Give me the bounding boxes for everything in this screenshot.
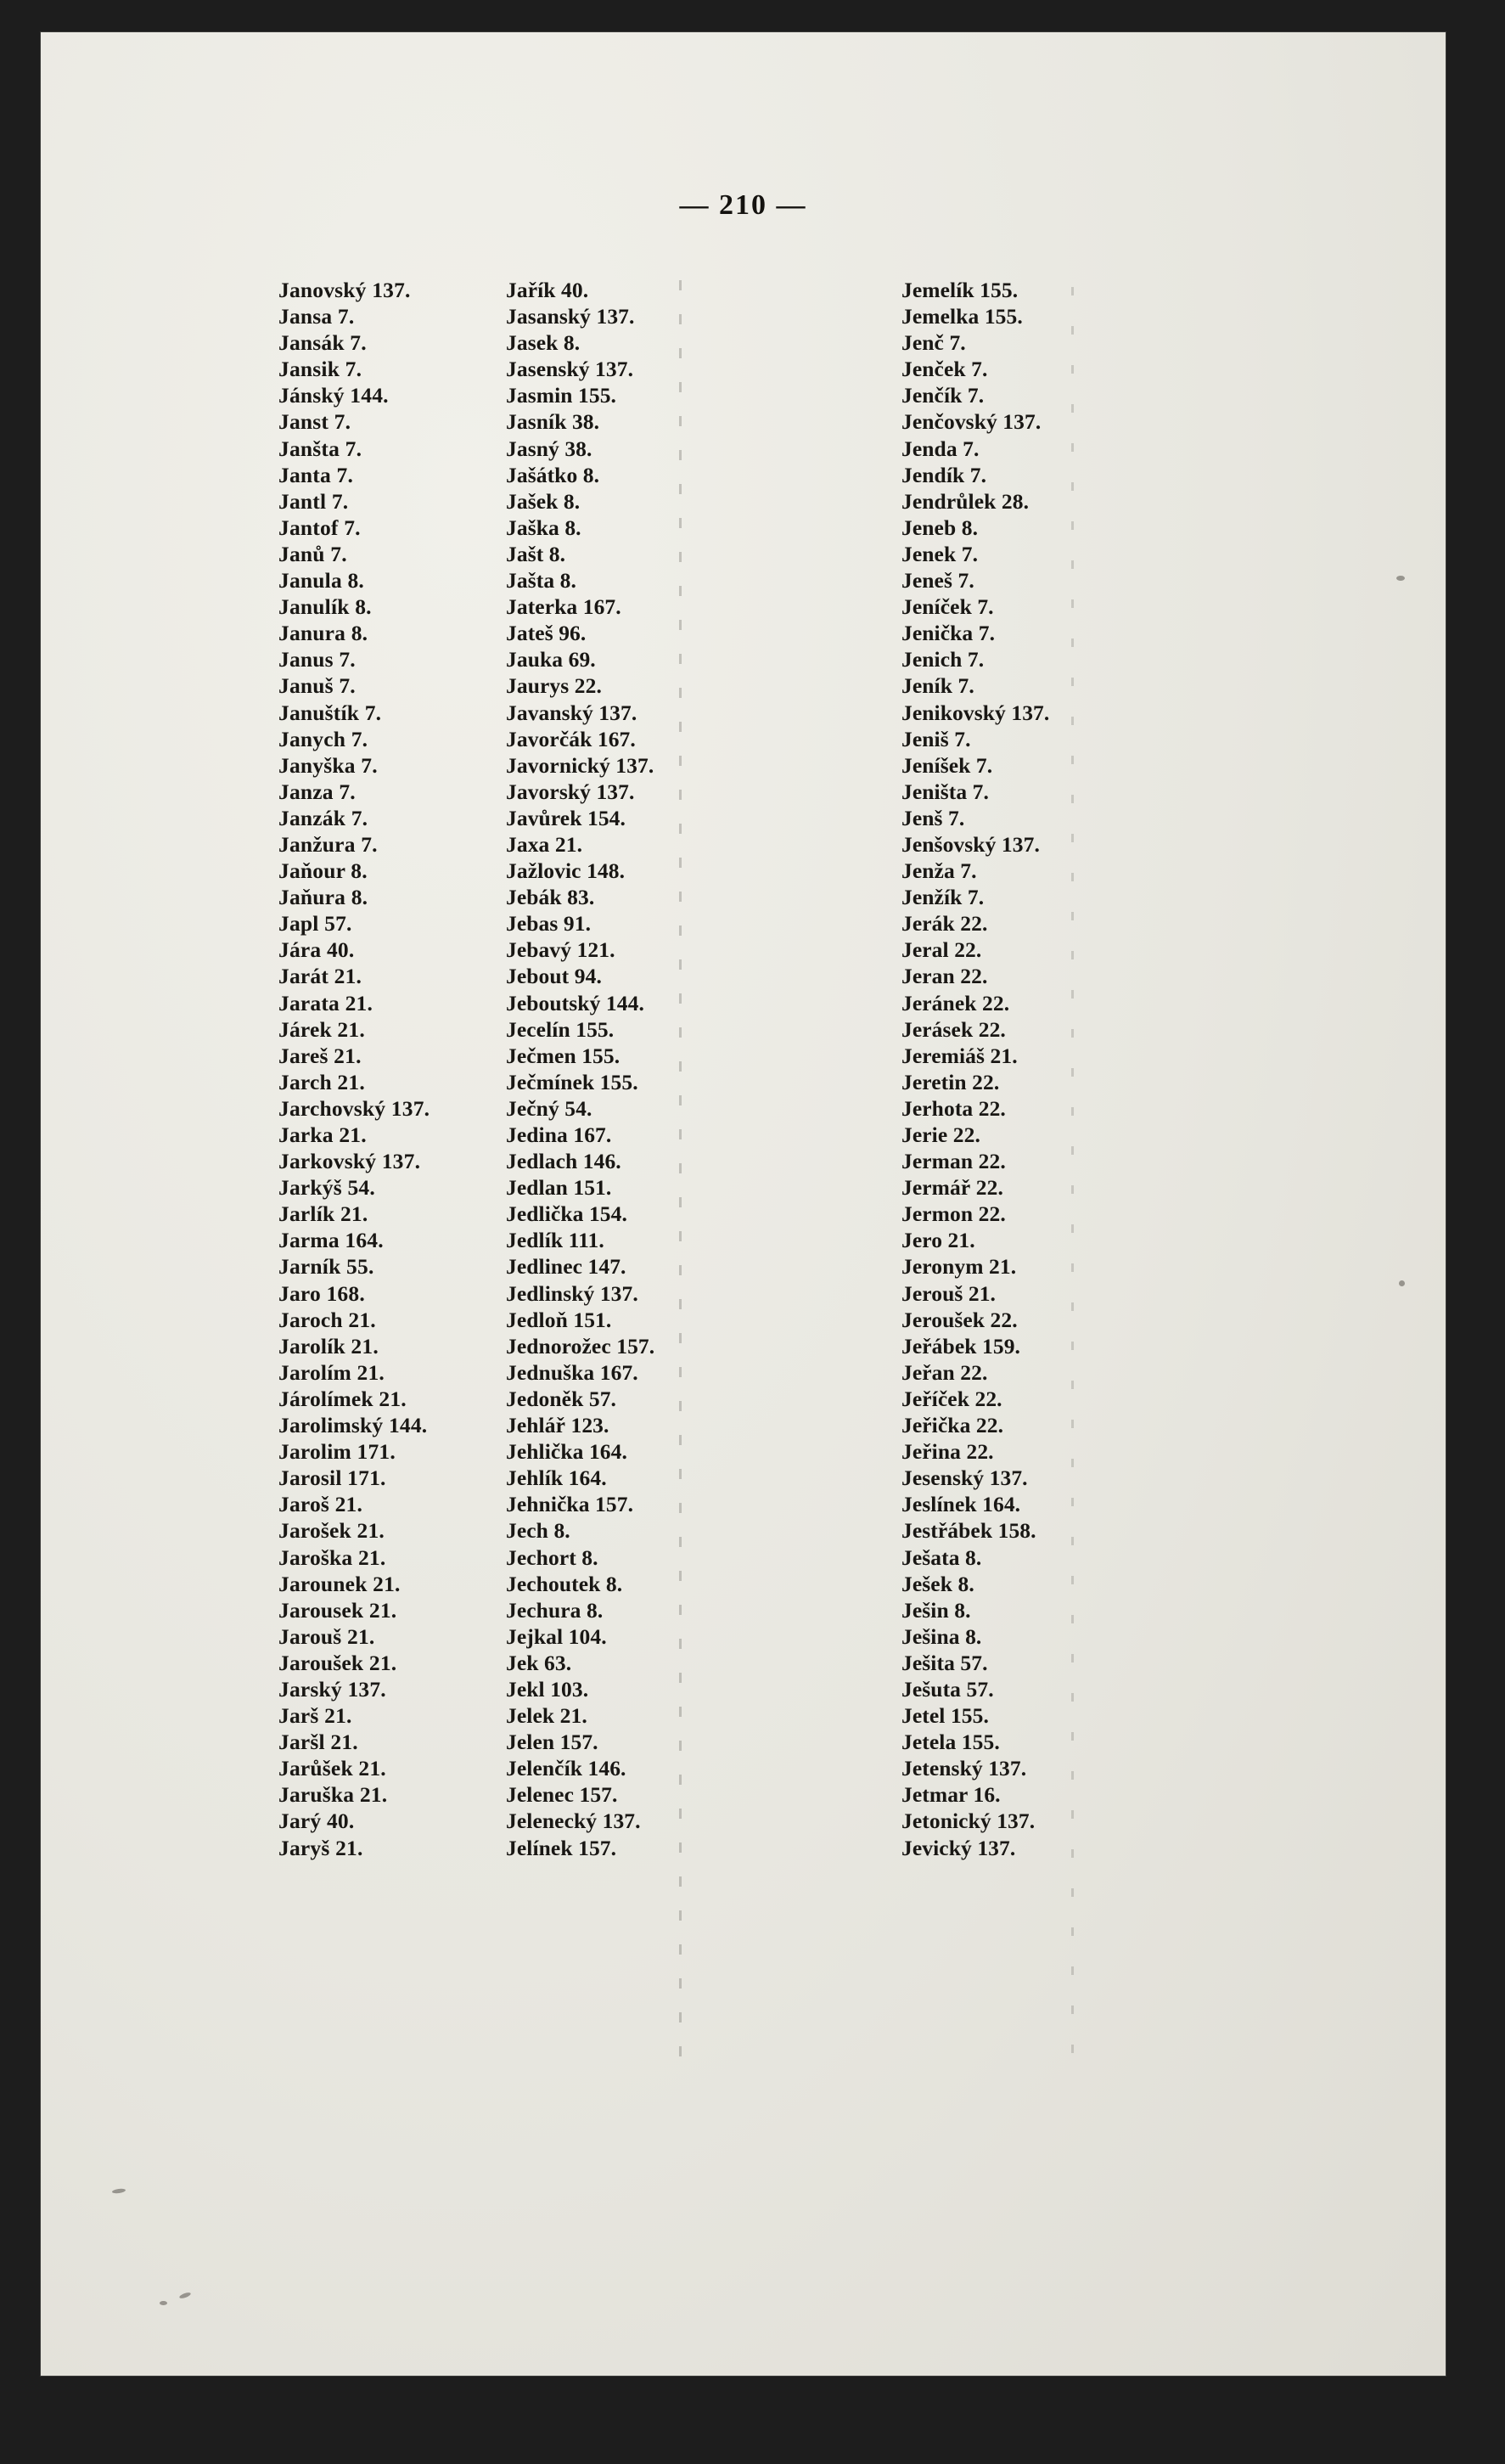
index-entry: Jednuška 167. — [506, 1359, 638, 1385]
scan-artifact — [112, 2188, 126, 2194]
index-entry: Jasný 38. — [506, 436, 592, 461]
index-entry: Jeništa 7. — [901, 779, 989, 804]
index-entry: Jára 40. — [278, 937, 355, 963]
index-entry: Jerman 22. — [901, 1149, 1006, 1174]
page-number: — 210 — — [679, 189, 807, 221]
scan-artifact — [179, 2292, 192, 2299]
index-entry: Jasník 38. — [506, 409, 600, 435]
index-entry: Jarosil 171. — [278, 1465, 386, 1491]
index-entry: Jaňura 8. — [278, 885, 368, 910]
index-entry: Jechort 8. — [506, 1544, 598, 1570]
index-entry: Janura 8. — [278, 621, 368, 646]
index-entry: Jelenecký 137. — [506, 1809, 641, 1834]
index-entry: Ješuta 57. — [901, 1676, 994, 1702]
index-entry: Jermon 22. — [901, 1201, 1006, 1227]
index-entry: Jantof 7. — [278, 515, 361, 540]
index-column-3 — [856, 277, 1255, 1861]
index-entry: Jasenský 137. — [506, 357, 634, 382]
index-entry: Jevický 137. — [901, 1835, 1016, 1860]
index-entry: Jarlík 21. — [278, 1201, 368, 1227]
index-entry: Jelenčík 146. — [506, 1756, 626, 1781]
index-entry: Jašátko 8. — [506, 462, 600, 487]
index-entry: Januš 7. — [278, 673, 356, 699]
index-entry: Janyška 7. — [278, 752, 378, 778]
index-entry: Jařík 40. — [506, 278, 589, 302]
index-entry: Jelenec 157. — [506, 1782, 618, 1808]
scan-area — [41, 32, 1446, 2376]
index-entry: Jehlář 123. — [506, 1413, 609, 1438]
index-entry: Jarch 21. — [278, 1069, 365, 1094]
index-entry: Jenč 7. — [901, 330, 966, 356]
index-entry: Jaro 168. — [278, 1280, 365, 1306]
index-entry: Jaterka 167. — [506, 594, 621, 620]
index-entry: Jarošek 21. — [278, 1518, 385, 1544]
index-entry: Janulík 8. — [278, 594, 372, 620]
index-entry: Jestřábek 158. — [901, 1518, 1036, 1544]
index-entry: Jauka 69. — [506, 647, 596, 672]
index-entry: Ječný 54. — [506, 1095, 592, 1121]
index-entry: Jelínek 157. — [506, 1835, 617, 1860]
index-entry: Jaxa 21. — [506, 831, 583, 857]
index-entry: Jeřan 22. — [901, 1359, 988, 1385]
index-entry: Javornický 137. — [506, 752, 654, 778]
index-entry: Jenek 7. — [901, 541, 979, 566]
index-entry: Ječmen 155. — [506, 1043, 621, 1068]
index-entry: Jehlička 164. — [506, 1439, 627, 1465]
index-entry: Jesenský 137. — [901, 1465, 1028, 1491]
index-entry: Jaška 8. — [506, 515, 581, 540]
index-entry: Januštík 7. — [278, 700, 382, 725]
index-entry: Jaroušek 21. — [278, 1650, 397, 1675]
index-entry: Jetela 155. — [901, 1730, 1000, 1755]
index-entry: Jehnička 157. — [506, 1492, 634, 1517]
index-entry: Jansák 7. — [278, 330, 367, 356]
index-entry: Jenžík 7. — [901, 885, 985, 910]
index-entry: Jelen 157. — [506, 1730, 598, 1755]
index-entry: Jedlinec 147. — [506, 1254, 626, 1280]
index-entry: Jarolík 21. — [278, 1333, 379, 1359]
index-entry: Janžura 7. — [278, 831, 378, 857]
index-entry: Jerhota 22. — [901, 1095, 1006, 1121]
index-entry: Janšta 7. — [278, 436, 362, 461]
index-entry: Jarounek 21. — [278, 1571, 401, 1596]
index-entry: Jaurys 22. — [506, 673, 602, 699]
index-entry: Jarůšek 21. — [278, 1756, 386, 1781]
index-entry: Jeniš 7. — [901, 726, 971, 751]
index-entry: Javorský 137. — [506, 779, 635, 804]
index-entry: Jarolimský 144. — [278, 1413, 428, 1438]
index-entry: Jenček 7. — [901, 357, 988, 382]
index-entry: Jedina 167. — [506, 1122, 612, 1147]
index-entry: Jetel 155. — [901, 1703, 989, 1729]
index-entry: Jarata 21. — [278, 990, 373, 1015]
index-entry: Ješita 57. — [901, 1650, 988, 1675]
index-entry: Jeronym 21. — [901, 1254, 1017, 1280]
index-entry: Jeroušek 22. — [901, 1307, 1018, 1332]
index-entry: Javanský 137. — [506, 700, 637, 725]
index-entry: Jaroška 21. — [278, 1544, 386, 1570]
index-entry: Jenža 7. — [901, 858, 977, 884]
index-entry: Jenička 7. — [901, 621, 996, 646]
index-entry: Jánský 144. — [278, 383, 389, 408]
paper-surface — [41, 32, 1446, 2376]
index-entry: Ješina 8. — [901, 1623, 982, 1649]
index-entry: Jechoutek 8. — [506, 1571, 623, 1596]
index-entry: Jeremiáš 21. — [901, 1043, 1018, 1068]
index-entry: Jerásek 22. — [901, 1016, 1006, 1042]
index-entry: Jednorožec 157. — [506, 1333, 655, 1359]
index-entry: Janta 7. — [278, 462, 354, 487]
index-entry: Jejkal 104. — [506, 1623, 607, 1649]
index-entry: Jaršl 21. — [278, 1730, 358, 1755]
index-entry: Jetenský 137. — [901, 1756, 1027, 1781]
index-entry: Jemelík 155. — [901, 278, 1019, 302]
index-entry: Jenš 7. — [901, 805, 965, 830]
scan-artifact — [160, 2301, 167, 2305]
index-entry: Jeránek 22. — [901, 990, 1010, 1015]
index-entry: Jemelka 155. — [901, 304, 1023, 329]
index-entry: Jarník 55. — [278, 1254, 374, 1280]
index-entry: Jarka 21. — [278, 1122, 367, 1147]
index-entry: Jasek 8. — [506, 330, 581, 356]
index-entry: Jenšovský 137. — [901, 831, 1040, 857]
index-entry: Jebas 91. — [506, 911, 592, 937]
index-entry: Jaruška 21. — [278, 1782, 388, 1808]
index-column-1 — [41, 277, 457, 1861]
index-entry: Jetonický 137. — [901, 1809, 1036, 1834]
index-entry: Jebák 83. — [506, 885, 595, 910]
index-entry: Jermář 22. — [901, 1175, 1003, 1201]
index-entry: Jasanský 137. — [506, 304, 635, 329]
index-entry: Jedlička 154. — [506, 1201, 627, 1227]
index-entry: Janza 7. — [278, 779, 356, 804]
index-entry: Ječmínek 155. — [506, 1069, 638, 1094]
index-entry: Jarkovský 137. — [278, 1149, 421, 1174]
index-entry: Jarolim 171. — [278, 1439, 396, 1465]
index-entry: Janula 8. — [278, 568, 364, 593]
index-entry: Járolímek 21. — [278, 1386, 407, 1411]
index-entry: Janst 7. — [278, 409, 351, 435]
index-entry: Jedlan 151. — [506, 1175, 612, 1201]
index-entry: Jarouš 21. — [278, 1623, 375, 1649]
index-entry: Jedlík 111. — [506, 1228, 604, 1253]
index-entry: Jarolím 21. — [278, 1359, 385, 1385]
index-entry: Járek 21. — [278, 1016, 365, 1042]
index-entry: Jedlach 146. — [506, 1149, 621, 1174]
index-entry: Jaroch 21. — [278, 1307, 376, 1332]
index-columns — [41, 277, 1446, 2102]
index-entry: Jeretin 22. — [901, 1069, 1000, 1094]
index-entry: Jeřábek 159. — [901, 1333, 1021, 1359]
index-entry: Jecelín 155. — [506, 1016, 615, 1042]
index-entry: Jarchovský 137. — [278, 1095, 430, 1121]
index-entry: Jeníček 7. — [901, 594, 994, 620]
index-entry: Jareš 21. — [278, 1043, 362, 1068]
index-entry: Jeníšek 7. — [901, 752, 993, 778]
index-entry: Janů 7. — [278, 541, 347, 566]
index-entry: Japl 57. — [278, 911, 352, 937]
index-entry: Janus 7. — [278, 647, 356, 672]
index-entry: Jehlík 164. — [506, 1465, 607, 1491]
index-entry: Jeneš 7. — [901, 568, 974, 593]
index-entry: Jašta 8. — [506, 568, 576, 593]
index-entry: Jek 63. — [506, 1650, 572, 1675]
index-entry: Javůrek 154. — [506, 805, 626, 830]
index-entry: Ješin 8. — [901, 1597, 971, 1623]
index-entry: Jarš 21. — [278, 1703, 352, 1729]
index-entry: Jekl 103. — [506, 1676, 589, 1702]
index-entry: Jerák 22. — [901, 911, 988, 937]
index-entry: Jašt 8. — [506, 541, 566, 566]
index-entry: Jateš 96. — [506, 621, 587, 646]
index-entry: Jendrůlek 28. — [901, 488, 1030, 514]
index-entry: Jebout 94. — [506, 964, 602, 989]
index-entry: Jeboutský 144. — [506, 990, 644, 1015]
index-entry: Jarý 40. — [278, 1809, 355, 1834]
index-entry: Jechura 8. — [506, 1597, 604, 1623]
index-entry: Jebavý 121. — [506, 937, 615, 963]
index-entry: Jetmar 16. — [901, 1782, 1001, 1808]
index-entry: Janzák 7. — [278, 805, 368, 830]
index-entry: Jenda 7. — [901, 436, 980, 461]
index-entry: Jerouš 21. — [901, 1280, 997, 1306]
index-column-2 — [457, 277, 856, 1861]
index-entry: Jansik 7. — [278, 357, 362, 382]
index-entry: Jažlovic 148. — [506, 858, 626, 884]
index-entry: Jendík 7. — [901, 462, 987, 487]
index-entry: Jenich 7. — [901, 647, 985, 672]
index-entry: Jeneb 8. — [901, 515, 979, 540]
index-entry: Jantl 7. — [278, 488, 349, 514]
index-entry: Janych 7. — [278, 726, 368, 751]
index-entry: Ješek 8. — [901, 1571, 974, 1596]
index-entry: Jarát 21. — [278, 964, 362, 989]
index-entry: Jaryš 21. — [278, 1835, 363, 1860]
index-entry: Jenčovský 137. — [901, 409, 1042, 435]
index-entry: Jedloň 151. — [506, 1307, 612, 1332]
index-entry: Jero 21. — [901, 1228, 975, 1253]
index-entry: Ješata 8. — [901, 1544, 982, 1570]
index-entry: Jelek 21. — [506, 1703, 587, 1729]
index-entry: Jašek 8. — [506, 488, 581, 514]
index-entry: Jarousek 21. — [278, 1597, 397, 1623]
index-entry: Janovský 137. — [278, 278, 411, 302]
index-entry: Jedoněk 57. — [506, 1386, 617, 1411]
index-entry: Jasmin 155. — [506, 383, 617, 408]
index-entry: Jeřička 22. — [901, 1413, 1004, 1438]
index-entry: Jarma 164. — [278, 1228, 384, 1253]
index-entry: Jarský 137. — [278, 1676, 386, 1702]
index-entry: Jaňour 8. — [278, 858, 368, 884]
index-entry: Jaroš 21. — [278, 1492, 363, 1517]
index-entry: Jenčík 7. — [901, 383, 985, 408]
index-entry: Jenikovský 137. — [901, 700, 1050, 725]
index-entry: Jerie 22. — [901, 1122, 980, 1147]
index-entry: Jeřina 22. — [901, 1439, 994, 1465]
index-entry: Jech 8. — [506, 1518, 570, 1544]
index-entry: Javorčák 167. — [506, 726, 636, 751]
index-entry: Jeslínek 164. — [901, 1492, 1021, 1517]
index-entry: Jansa 7. — [278, 304, 355, 329]
index-entry: Jeník 7. — [901, 673, 974, 699]
index-entry: Jedlinský 137. — [506, 1280, 638, 1306]
index-entry: Jeran 22. — [901, 964, 988, 989]
index-entry: Jeral 22. — [901, 937, 982, 963]
index-entry: Jeříček 22. — [901, 1386, 1002, 1411]
index-entry: Jarkýš 54. — [278, 1175, 375, 1201]
